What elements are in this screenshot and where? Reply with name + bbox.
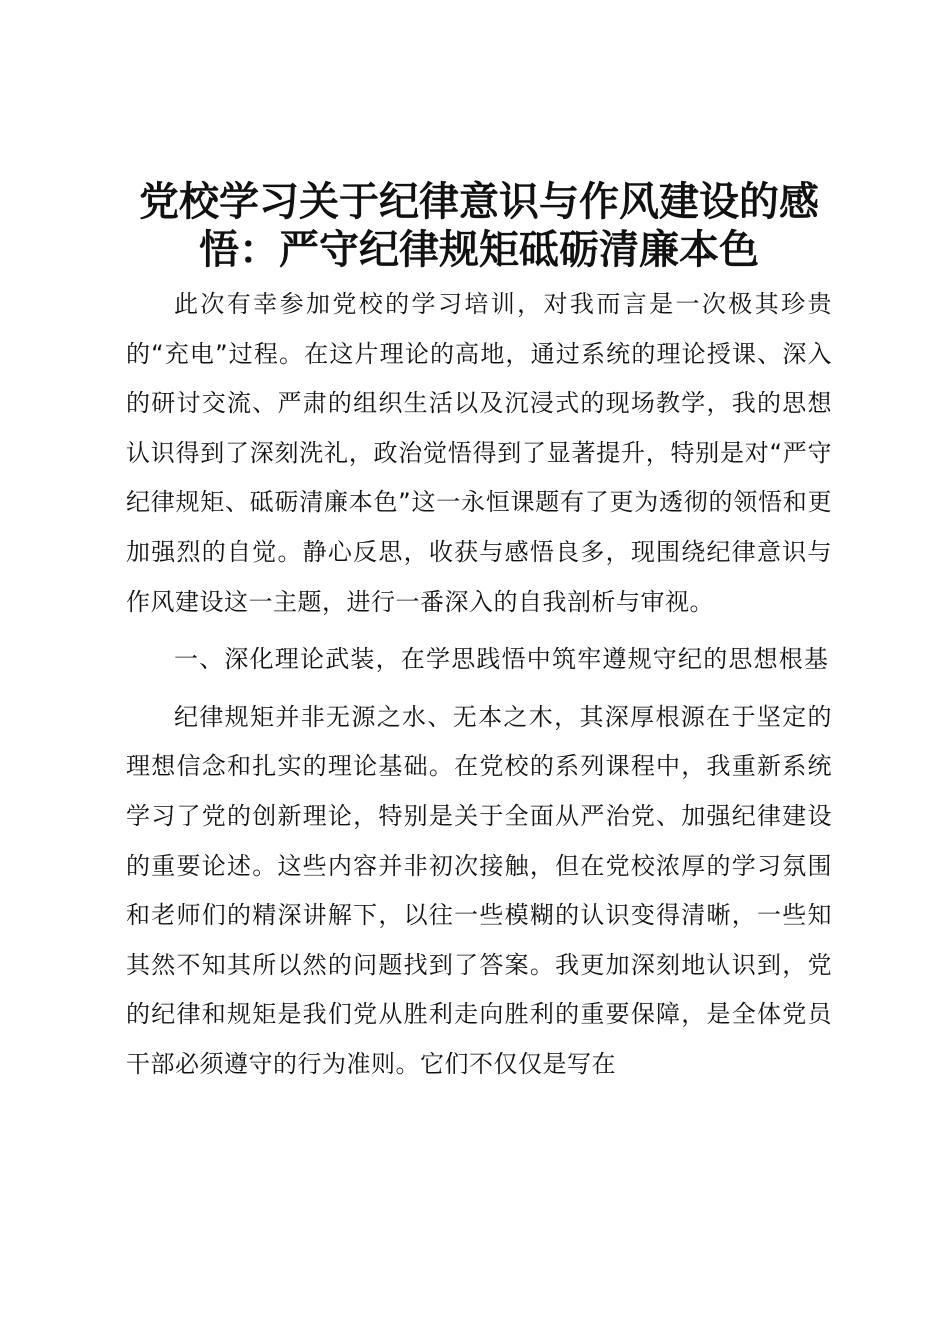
body-paragraph-intro: 此次有幸参加党校的学习培训，对我而言是一次极其珍贵的“充电”过程。在这片理论的高地，通过系统的理论授课、深入的研讨交流、严肃的组织生活以及沉浸式的现场教学，我的思想认识得到了深刻洗礼，政治觉悟得到了显著提升，特别是对“严守纪律规矩、砥砺清廉本色”这一永恒课题有了更为透彻的领悟和更加强烈的自觉。静心反思，收获与感悟良多，现围绕纪律意识与作风建设这一主题，进行一番深入的自我剖析与审视。	[126, 290, 832, 616]
section-heading-1: 一、深化理论武装，在学思践悟中筑牢遵规守纪的思想根基	[174, 645, 830, 674]
body-paragraph-section-1: 纪律规矩并非无源之水、无本之木，其深厚根源在于坚定的理想信念和扎实的理论基础。在党校的系列课程中，我重新系统学习了党的创新理论，特别是关于全面从严治党、加强纪律建设的重要论述。这些内容并非初次接触，但在党校浓厚的学习氛围和老师们的精深讲解下，以往一些模糊的认识变得清晰，一些知其然不知其所以然的问题找到了答案。我更加深刻地认识到，党的纪律和规矩是我们党从胜利走向胜利的重要保障，是全体党员干部必须遵守的行为准则。它们不仅仅是写在	[126, 702, 832, 1078]
document-page	[126, 178, 832, 1090]
document-title: 党校学习关于纪律意识与作风建设的感悟：严守纪律规矩砥砺清廉本色	[139, 178, 819, 273]
